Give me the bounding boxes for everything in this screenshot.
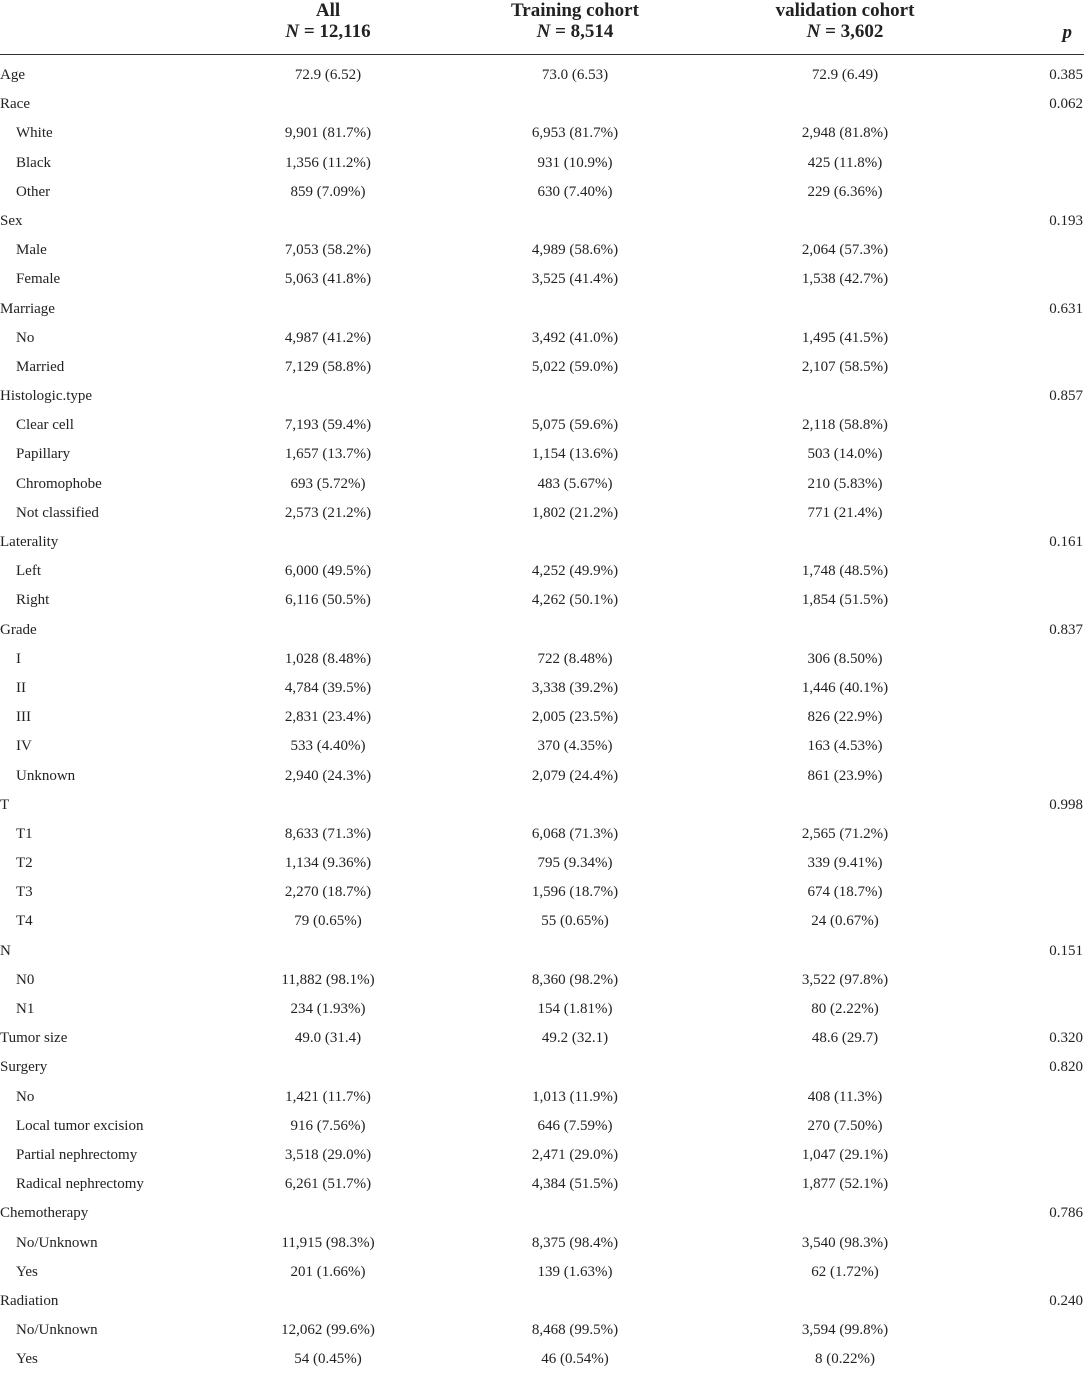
table-row [0, 762, 1084, 791]
header-p-value: p [1062, 22, 1072, 43]
cell-training: 4,989 (58.6%) [531, 242, 619, 259]
cell-training: 4,384 (51.5%) [531, 1176, 619, 1193]
cell-p-value: 0.786 [1049, 1205, 1083, 1222]
cell-all: 7,129 (58.8%) [284, 358, 372, 375]
cell-training: 5,022 (59.0%) [531, 358, 619, 375]
cell-all: 4,784 (39.5%) [284, 679, 372, 696]
table-row [0, 791, 1084, 820]
row-label: Laterality [0, 534, 59, 550]
table-row [0, 703, 1084, 732]
table-row [0, 1083, 1084, 1112]
row-label: T1 [16, 825, 33, 842]
cell-training: 8,375 (98.4%) [531, 1234, 619, 1251]
cell-p-value: 0.151 [1049, 942, 1083, 959]
row-label: Grade [0, 621, 37, 638]
table-row [0, 236, 1084, 265]
cell-all: 3,518 (29.0%) [284, 1146, 372, 1163]
cell-all: 1,028 (8.48%) [284, 650, 372, 667]
cell-p-value: 0.857 [1049, 388, 1083, 405]
cell-training: 722 (8.48%) [537, 650, 613, 667]
table-row [0, 732, 1084, 761]
row-label: III [16, 709, 31, 726]
row-label: T2 [16, 855, 33, 872]
table-row [0, 470, 1084, 499]
table-row [0, 1258, 1084, 1287]
cell-training: 2,079 (24.4%) [531, 767, 619, 784]
table-row [0, 1141, 1084, 1170]
cell-all: 7,193 (59.4%) [284, 417, 372, 434]
cell-all: 11,915 (98.3%) [281, 1234, 375, 1251]
table-row [0, 119, 1084, 148]
row-label: Black [16, 154, 51, 171]
cell-all: 201 (1.66%) [290, 1263, 366, 1280]
row-label: Male [16, 242, 47, 259]
table-row [0, 353, 1084, 382]
header-all [228, 0, 428, 42]
cell-all: 2,831 (23.4%) [284, 709, 372, 726]
row-label: Chromophobe [16, 475, 102, 492]
cell-training: 370 (4.35%) [537, 738, 613, 755]
row-label: Race [0, 96, 30, 113]
cell-training: 2,471 (29.0%) [531, 1146, 619, 1163]
cell-all: 2,940 (24.3%) [284, 767, 372, 784]
row-label: Sex [0, 212, 23, 229]
cell-training: 4,252 (49.9%) [531, 563, 619, 580]
cell-validation: 674 (18.7%) [807, 884, 883, 901]
cell-training: 3,525 (41.4%) [531, 271, 619, 288]
cell-all: 54 (0.45%) [294, 1351, 362, 1368]
cell-p-value: 0.820 [1049, 1059, 1083, 1076]
cell-validation: 1,538 (42.7%) [801, 271, 889, 288]
cell-validation: 80 (2.22%) [811, 1001, 879, 1017]
row-label: Radical nephrectomy [16, 1176, 144, 1193]
row-label: N0 [16, 971, 35, 988]
table-row [0, 61, 1084, 90]
table-row [0, 178, 1084, 207]
cell-validation: 2,064 (57.3%) [801, 242, 889, 259]
row-label: Other [16, 183, 51, 200]
table-row [0, 382, 1084, 411]
row-label: Tumor size [0, 1030, 68, 1047]
cell-all: 7,053 (58.2%) [284, 242, 372, 259]
row-label: No/Unknown [16, 1322, 98, 1339]
cell-all: 5,063 (41.8%) [284, 271, 372, 288]
cell-training: 8,360 (98.2%) [531, 971, 619, 988]
cell-all: 12,062 (99.6%) [281, 1322, 375, 1339]
cell-p-value: 0.240 [1049, 1292, 1083, 1309]
cell-all: 6,261 (51.7%) [284, 1176, 372, 1193]
cell-validation: 1,748 (48.5%) [801, 563, 889, 580]
cell-all: 6,116 (50.5%) [285, 592, 371, 609]
cell-training: 154 (1.81%) [537, 1001, 613, 1017]
cell-training: 8,468 (99.5%) [531, 1322, 619, 1339]
row-label: N1 [16, 1001, 35, 1017]
table-row [0, 265, 1084, 294]
cell-p-value: 0.161 [1049, 534, 1083, 550]
cell-all: 1,657 (13.7%) [284, 446, 372, 463]
cell-all: 859 (7.09%) [290, 183, 366, 200]
cell-p-value: 0.998 [1049, 796, 1083, 813]
row-label: Papillary [16, 446, 71, 463]
cell-training: 795 (9.34%) [537, 855, 613, 872]
cell-validation: 72.9 (6.49) [811, 67, 879, 83]
header-training-n: N = 8,514 [536, 21, 614, 42]
cell-validation: 503 (14.0%) [807, 446, 883, 463]
table-row [0, 995, 1084, 1024]
cell-training: 1,154 (13.6%) [531, 446, 619, 463]
row-label: IV [16, 738, 32, 755]
cell-validation: 62 (1.72%) [811, 1263, 879, 1280]
cell-all: 234 (1.93%) [290, 1001, 366, 1017]
cell-p-value: 0.193 [1049, 212, 1083, 229]
row-label: Female [16, 271, 61, 288]
cell-training: 630 (7.40%) [537, 183, 613, 200]
cell-validation: 861 (23.9%) [807, 767, 883, 784]
cell-p-value: 0.320 [1049, 1030, 1083, 1047]
cell-training: 3,492 (41.0%) [531, 329, 619, 346]
table-row [0, 1024, 1084, 1053]
row-label: Left [16, 563, 41, 580]
cell-all: 49.0 (31.4) [294, 1030, 362, 1047]
cell-validation: 1,854 (51.5%) [801, 592, 889, 609]
cell-p-value: 0.631 [1049, 300, 1083, 317]
cell-training: 46 (0.54%) [541, 1351, 609, 1368]
header-validation-title: validation cohort [775, 0, 915, 21]
cell-all: 693 (5.72%) [290, 475, 366, 492]
cell-all: 79 (0.65%) [294, 913, 362, 930]
table-row [0, 440, 1084, 469]
table-row [0, 907, 1084, 936]
cell-validation: 425 (11.8%) [807, 154, 883, 171]
table-body [0, 55, 1084, 1374]
row-label: T3 [16, 884, 33, 901]
cell-validation: 771 (21.4%) [807, 504, 883, 521]
row-label: Partial nephrectomy [16, 1146, 138, 1163]
cell-validation: 3,594 (99.8%) [801, 1322, 889, 1339]
row-label: Age [0, 67, 25, 83]
cell-p-value: 0.385 [1049, 67, 1083, 83]
row-label: Yes [16, 1351, 38, 1368]
table-row [0, 586, 1084, 615]
cell-all: 1,134 (9.36%) [284, 855, 372, 872]
row-label: II [16, 679, 26, 696]
cell-training: 49.2 (32.1) [541, 1030, 609, 1047]
cell-all: 72.9 (6.52) [294, 67, 362, 83]
table-row [0, 1170, 1084, 1199]
row-label: Clear cell [16, 417, 74, 434]
cell-p-value: 0.062 [1049, 96, 1083, 113]
table-row [0, 966, 1084, 995]
cell-training: 6,953 (81.7%) [531, 125, 619, 142]
cell-all: 2,573 (21.2%) [284, 504, 372, 521]
row-label: T4 [16, 913, 33, 930]
table-row [0, 557, 1084, 586]
table-row [0, 1287, 1084, 1316]
table-row [0, 849, 1084, 878]
cell-training: 646 (7.59%) [537, 1117, 613, 1134]
cell-validation: 8 (0.22%) [815, 1351, 875, 1368]
cell-validation: 2,948 (81.8%) [801, 125, 889, 142]
cell-validation: 270 (7.50%) [807, 1117, 883, 1134]
cell-all: 6,000 (49.5%) [284, 563, 372, 580]
table-header [0, 0, 1084, 55]
cell-validation: 2,107 (58.5%) [801, 358, 889, 375]
cell-all: 533 (4.40%) [290, 738, 366, 755]
header-validation [745, 0, 945, 42]
table-row [0, 411, 1084, 440]
row-label: Unknown [16, 767, 76, 784]
cell-validation: 48.6 (29.7) [811, 1030, 879, 1047]
cell-p-value: 0.837 [1049, 621, 1083, 638]
table-row [0, 207, 1084, 236]
cell-training: 931 (10.9%) [537, 154, 613, 171]
cell-training: 483 (5.67%) [537, 475, 613, 492]
row-label: Not classified [16, 504, 99, 521]
row-label: No [16, 329, 35, 346]
row-label: Right [16, 592, 50, 609]
table-row [0, 90, 1084, 119]
row-label: N [0, 942, 11, 959]
cell-validation: 24 (0.67%) [811, 913, 879, 930]
cell-training: 139 (1.63%) [537, 1263, 613, 1280]
cell-training: 5,075 (59.6%) [531, 417, 619, 434]
cell-validation: 2,565 (71.2%) [801, 825, 889, 842]
table-row [0, 499, 1084, 528]
table-row [0, 1199, 1084, 1228]
row-label: White [16, 125, 53, 142]
cell-all: 916 (7.56%) [290, 1117, 366, 1134]
row-label: Yes [16, 1263, 38, 1280]
cell-all: 1,421 (11.7%) [285, 1088, 371, 1105]
table-row [0, 1053, 1084, 1082]
cell-validation: 339 (9.41%) [807, 855, 883, 872]
cell-training: 4,262 (50.1%) [531, 592, 619, 609]
row-label: T [0, 796, 10, 813]
cell-validation: 1,047 (29.1%) [801, 1146, 889, 1163]
cell-training: 1,596 (18.7%) [531, 884, 619, 901]
row-label: Surgery [0, 1059, 48, 1076]
row-label: Chemotherapy [0, 1205, 89, 1222]
cell-all: 4,987 (41.2%) [284, 329, 372, 346]
cell-all: 11,882 (98.1%) [281, 971, 375, 988]
row-label: No/Unknown [16, 1234, 98, 1251]
table-row [0, 1345, 1084, 1374]
cell-all: 9,901 (81.7%) [284, 125, 372, 142]
cell-training: 73.0 (6.53) [541, 67, 609, 83]
table-row [0, 1316, 1084, 1345]
row-label: Radiation [0, 1292, 59, 1309]
cell-validation: 3,522 (97.8%) [801, 971, 889, 988]
cell-validation: 1,877 (52.1%) [801, 1176, 889, 1193]
cell-training: 6,068 (71.3%) [531, 825, 619, 842]
row-label: I [16, 650, 21, 667]
table-row [0, 645, 1084, 674]
cell-validation: 1,495 (41.5%) [801, 329, 889, 346]
cell-training: 3,338 (39.2%) [531, 679, 619, 696]
table-row [0, 820, 1084, 849]
table-row [0, 878, 1084, 907]
cell-validation: 826 (22.9%) [807, 709, 883, 726]
table-row [0, 616, 1084, 645]
table-row [0, 674, 1084, 703]
row-label: No [16, 1088, 35, 1105]
cell-training: 55 (0.65%) [541, 913, 609, 930]
table-row [0, 937, 1084, 966]
cell-training: 1,013 (11.9%) [532, 1088, 618, 1105]
header-training-title: Training cohort [511, 0, 639, 21]
row-label: Marriage [0, 300, 55, 317]
cell-validation: 163 (4.53%) [807, 738, 883, 755]
table-row [0, 1112, 1084, 1141]
cell-validation: 229 (6.36%) [807, 183, 883, 200]
cell-validation: 3,540 (98.3%) [801, 1234, 889, 1251]
row-label: Histologic.type [0, 388, 93, 405]
table-row [0, 149, 1084, 178]
row-label: Married [16, 358, 65, 375]
cell-validation: 1,446 (40.1%) [801, 679, 889, 696]
table-row [0, 295, 1084, 324]
cell-validation: 408 (11.3%) [807, 1088, 883, 1105]
cell-training: 1,802 (21.2%) [531, 504, 619, 521]
header-training [475, 0, 675, 42]
header-validation-n: N = 3,602 [806, 21, 884, 42]
cell-all: 8,633 (71.3%) [284, 825, 372, 842]
cell-all: 1,356 (11.2%) [285, 154, 371, 171]
header-all-title: All [315, 0, 341, 21]
cell-validation: 2,118 (58.8%) [802, 417, 888, 434]
table-row [0, 324, 1084, 353]
cell-validation: 306 (8.50%) [807, 650, 883, 667]
row-label: Local tumor excision [16, 1117, 144, 1134]
table-row [0, 528, 1084, 557]
cell-training: 2,005 (23.5%) [531, 709, 619, 726]
table-row [0, 1229, 1084, 1258]
cell-all: 2,270 (18.7%) [284, 884, 372, 901]
cell-validation: 210 (5.83%) [807, 475, 883, 492]
header-all-n: N = 12,116 [285, 21, 371, 42]
